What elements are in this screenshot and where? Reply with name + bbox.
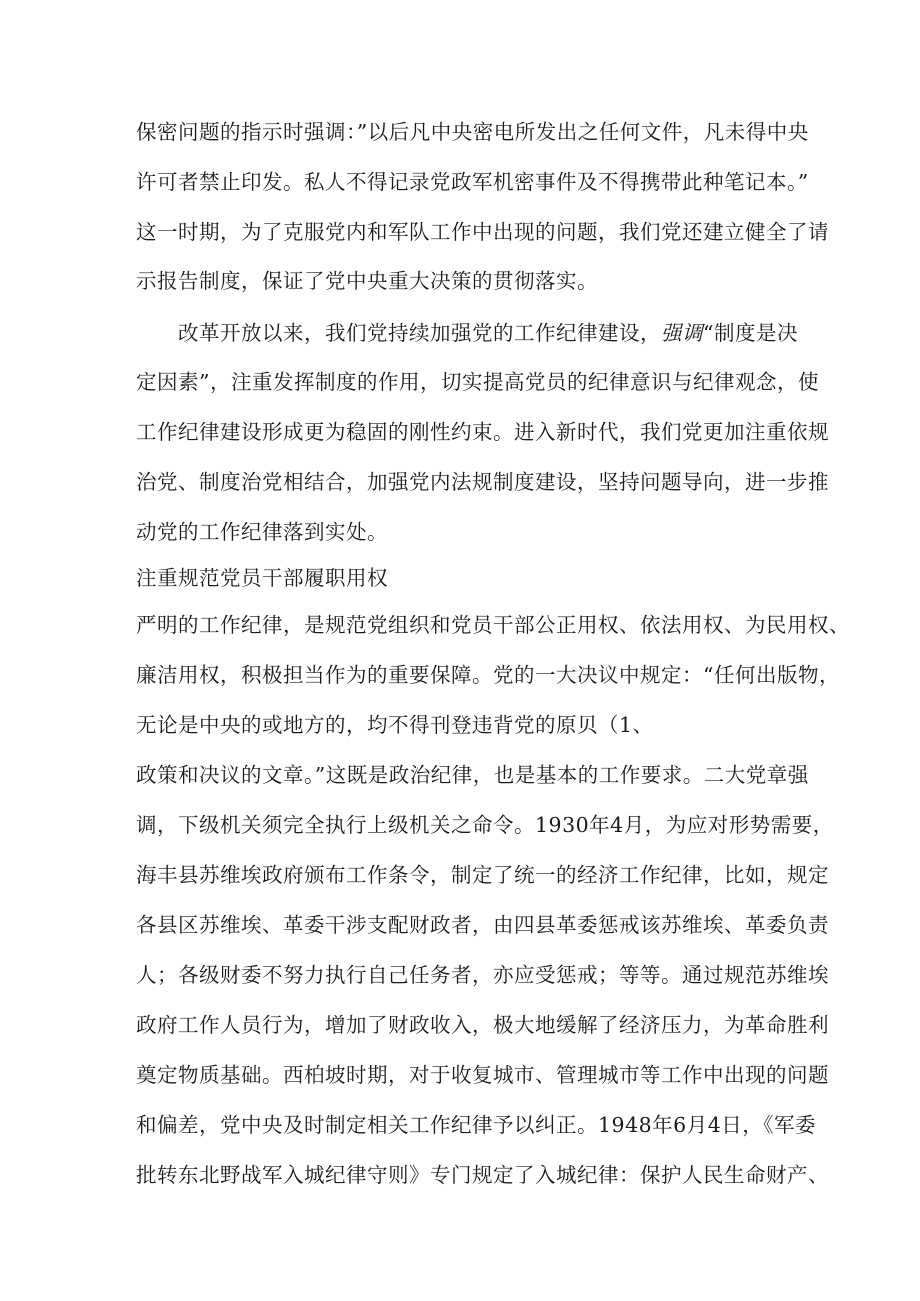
- text-line: 调，下级机关须完全执行上级机关之命令。1930年4月，为应对形势需要，: [136, 813, 834, 837]
- text-line: 廉洁用权，积极担当作为的重要保障。党的一大决议中规定：“任何出版物，: [136, 663, 840, 687]
- text-line: 定因素”，注重发挥制度的作用，切实提高党员的纪律意识与纪律观念，使: [136, 370, 819, 394]
- text-line: 严明的工作纪律，是规范党组织和党员干部公正用权、依法用权、为民用权、: [136, 613, 850, 637]
- text-line: 奠定物质基础。西柏坡时期，对于收复城市、管理城市等工作中出现的问题: [136, 1063, 829, 1087]
- text-line: 动党的工作纪律落到实处。: [136, 520, 388, 544]
- text-line: 海丰县苏维埃政府颁布工作条令，制定了统一的经济工作纪律，比如，规定: [136, 863, 829, 887]
- section-heading: 注重规范党员干部履职用权: [136, 566, 388, 590]
- text-line: 无论是中央的或地方的，均不得刊登违背党的原贝（1、: [136, 713, 654, 737]
- text-line: 政策和决议的文章。”这既是政治纪律，也是基本的工作要求。二大党章强: [136, 763, 809, 787]
- emphasis-text: 强调: [661, 321, 703, 345]
- text-line: 示报告制度，保证了党中央重大决策的贯彻落实。: [136, 269, 598, 293]
- text-line: 这一时期，为了克服党内和军队工作中出现的问题，我们党还建立健全了请: [136, 220, 829, 244]
- text-segment: 改革开放以来，我们党持续加强党的工作纪律建设，: [178, 321, 661, 345]
- text-line-with-emphasis: [178, 318, 796, 348]
- text-line: 保密问题的指示时强调：”以后凡中央密电所发出之任何文件，凡未得中央: [136, 120, 809, 144]
- text-line: 工作纪律建设形成更为稳固的刚性约束。进入新时代，我们党更加注重依规: [136, 420, 829, 444]
- text-line: 人；各级财委不努力执行自己任务者，亦应受惩戒；等等。通过规范苏维埃: [136, 963, 829, 987]
- text-line: 政府工作人员行为，增加了财政收入，极大地缓解了经济压力，为革命胜利: [136, 1013, 829, 1037]
- text-line: 许可者禁止印发。私人不得记录党政军机密事件及不得携带此种笔记本。”: [136, 170, 809, 194]
- text-segment: “制度是决: [703, 321, 798, 345]
- text-line: 批转东北野战军入城纪律守则》专门规定了入城纪律：保护人民生命财产、: [136, 1163, 829, 1187]
- text-line: 各县区苏维埃、革委干涉支配财政者，由四县革委惩戒该苏维埃、革委负责: [136, 913, 829, 937]
- text-line: 治党、制度治党相结合，加强党内法规制度建设，坚持问题导向，进一步推: [136, 470, 829, 494]
- text-line: 和偏差，党中央及时制定相关工作纪律予以纠正。1948年6月4日，《军委: [136, 1113, 817, 1137]
